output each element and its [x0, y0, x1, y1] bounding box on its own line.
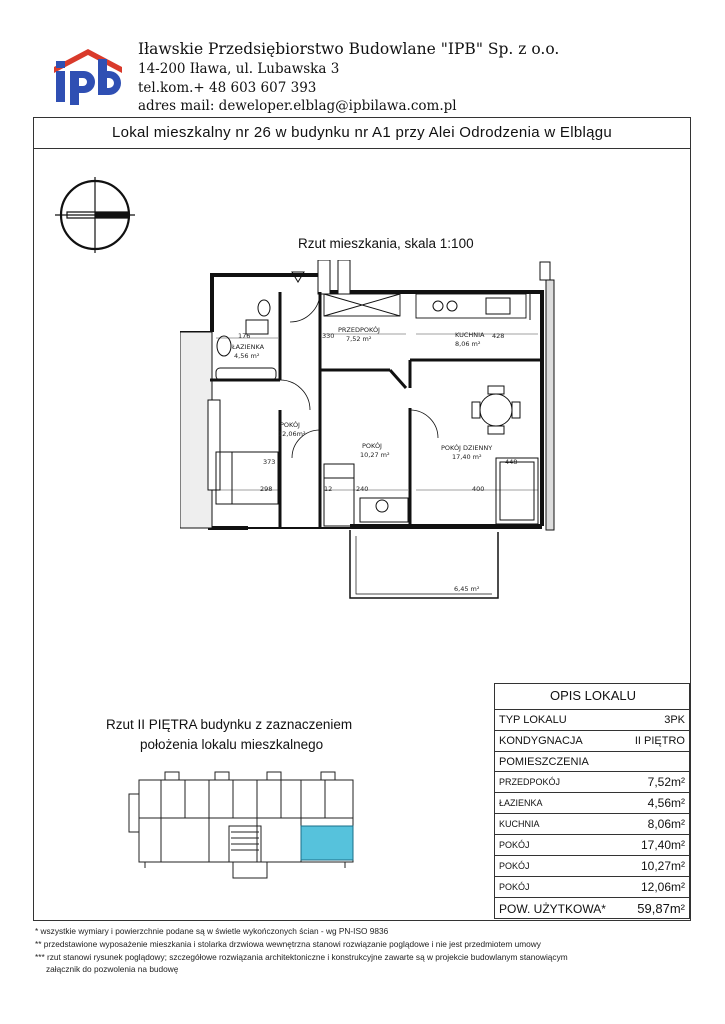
- room-area-dzienny: 17,40 m²: [452, 453, 482, 461]
- room-label-przedpokoj: PRZEDPOKÓJ: [338, 326, 380, 334]
- table-row: POKÓJ 17,40m²: [495, 834, 691, 855]
- floor-plan-thumbnail: [125, 770, 357, 885]
- total-label: POW. UŻYTKOWA*: [499, 902, 606, 916]
- dim-400: 400: [472, 485, 485, 493]
- floor-caption-2: położenia lokalu mieszkalnego: [140, 737, 324, 752]
- plan-caption: Rzut mieszkania, skala 1:100: [298, 236, 474, 251]
- north-arrow-icon: [55, 175, 135, 255]
- apartment-highlight: [301, 826, 353, 860]
- company-logo: [50, 45, 126, 105]
- kond-value: II PIĘTRO: [634, 735, 685, 747]
- footnote-3: *** rzut stanowi rysunek poglądowy; szczegółowe rozwiązania architektoniczne i konstrukcyjne zawarte są w projekcie budowlanym stanowiącym: [35, 952, 568, 962]
- total-value: 59,87m²: [637, 901, 685, 916]
- room-label-pokoj2: POKÓJ: [362, 442, 382, 450]
- room-label-kuchnia: KUCHNIA: [455, 331, 485, 339]
- dim-448: 448: [505, 458, 518, 466]
- room-area-pokoj1: 12,06m²: [278, 430, 306, 438]
- pom-label: POMIESZCZENIA: [499, 756, 589, 768]
- dim-176: 176: [238, 332, 251, 340]
- footnote-4: załącznik do pozwolenia na budowę: [46, 964, 179, 974]
- dim-240: 240: [356, 485, 369, 493]
- footnote-1: * wszystkie wymiary i powierzchnie podane są w świetle wykończonych ścian - wg PN-ISO 9836: [35, 926, 389, 936]
- room-area-pokoj2: 10,27 m²: [360, 451, 390, 459]
- company-name: Iławskie Przedsiębiorstwo Budowlane "IPB" Sp. z o.o.: [138, 40, 560, 58]
- room-label-pokoj1: POKÓJ: [280, 421, 300, 429]
- dim-428: 428: [492, 332, 505, 340]
- apartment-plan: [180, 260, 580, 605]
- floor-caption-1: Rzut II PIĘTRA budynku z zaznaczeniem: [106, 717, 353, 732]
- room-label-dzienny: POKÓJ DZIENNY: [441, 444, 493, 452]
- table-row: PRZEDPOKÓJ 7,52m²: [495, 771, 691, 792]
- footnote-2: ** przedstawione wyposażenie mieszkania i stolarka drzwiowa wewnętrzna stanowi rozwiązanie poglądowe i nie jest przedmiotem umowy: [35, 939, 541, 949]
- room-label-lazienka: ŁAZIENKA: [232, 343, 265, 351]
- dim-12: 12: [324, 485, 333, 493]
- table-row: KUCHNIA 8,06m²: [495, 813, 691, 834]
- page-title: Lokal mieszkalny nr 26 w budynku nr A1 przy Alei Odrodzenia w Elblągu: [33, 117, 691, 149]
- balcony-area: 6,45 m²: [454, 585, 480, 593]
- description-table: [494, 683, 690, 919]
- room-area-kuchnia: 8,06 m²: [455, 340, 481, 348]
- typ-value: 3PK: [664, 714, 685, 726]
- typ-label: TYP LOKALU: [499, 714, 567, 726]
- company-address: 14-200 Iława, ul. Lubawska 3: [138, 61, 340, 77]
- company-phone: tel.kom.+ 48 603 607 393: [138, 80, 317, 96]
- dim-373: 373: [263, 458, 276, 466]
- table-row: POKÓJ 12,06m²: [495, 876, 691, 897]
- room-area-lazienka: 4,56 m²: [234, 352, 260, 360]
- room-area-przedpokoj: 7,52 m²: [346, 335, 372, 343]
- table-row: ŁAZIENKA 4,56m²: [495, 792, 691, 813]
- table-heading: OPIS LOKALU: [550, 688, 636, 703]
- table-row: POKÓJ 10,27m²: [495, 855, 691, 876]
- dim-330: 330: [322, 332, 335, 340]
- kond-label: KONDYGNACJA: [499, 735, 583, 747]
- logo-graphic: [50, 45, 126, 105]
- dim-298: 298: [260, 485, 273, 493]
- company-email: adres mail: deweloper.elblag@ipbilawa.com.pl: [138, 98, 457, 114]
